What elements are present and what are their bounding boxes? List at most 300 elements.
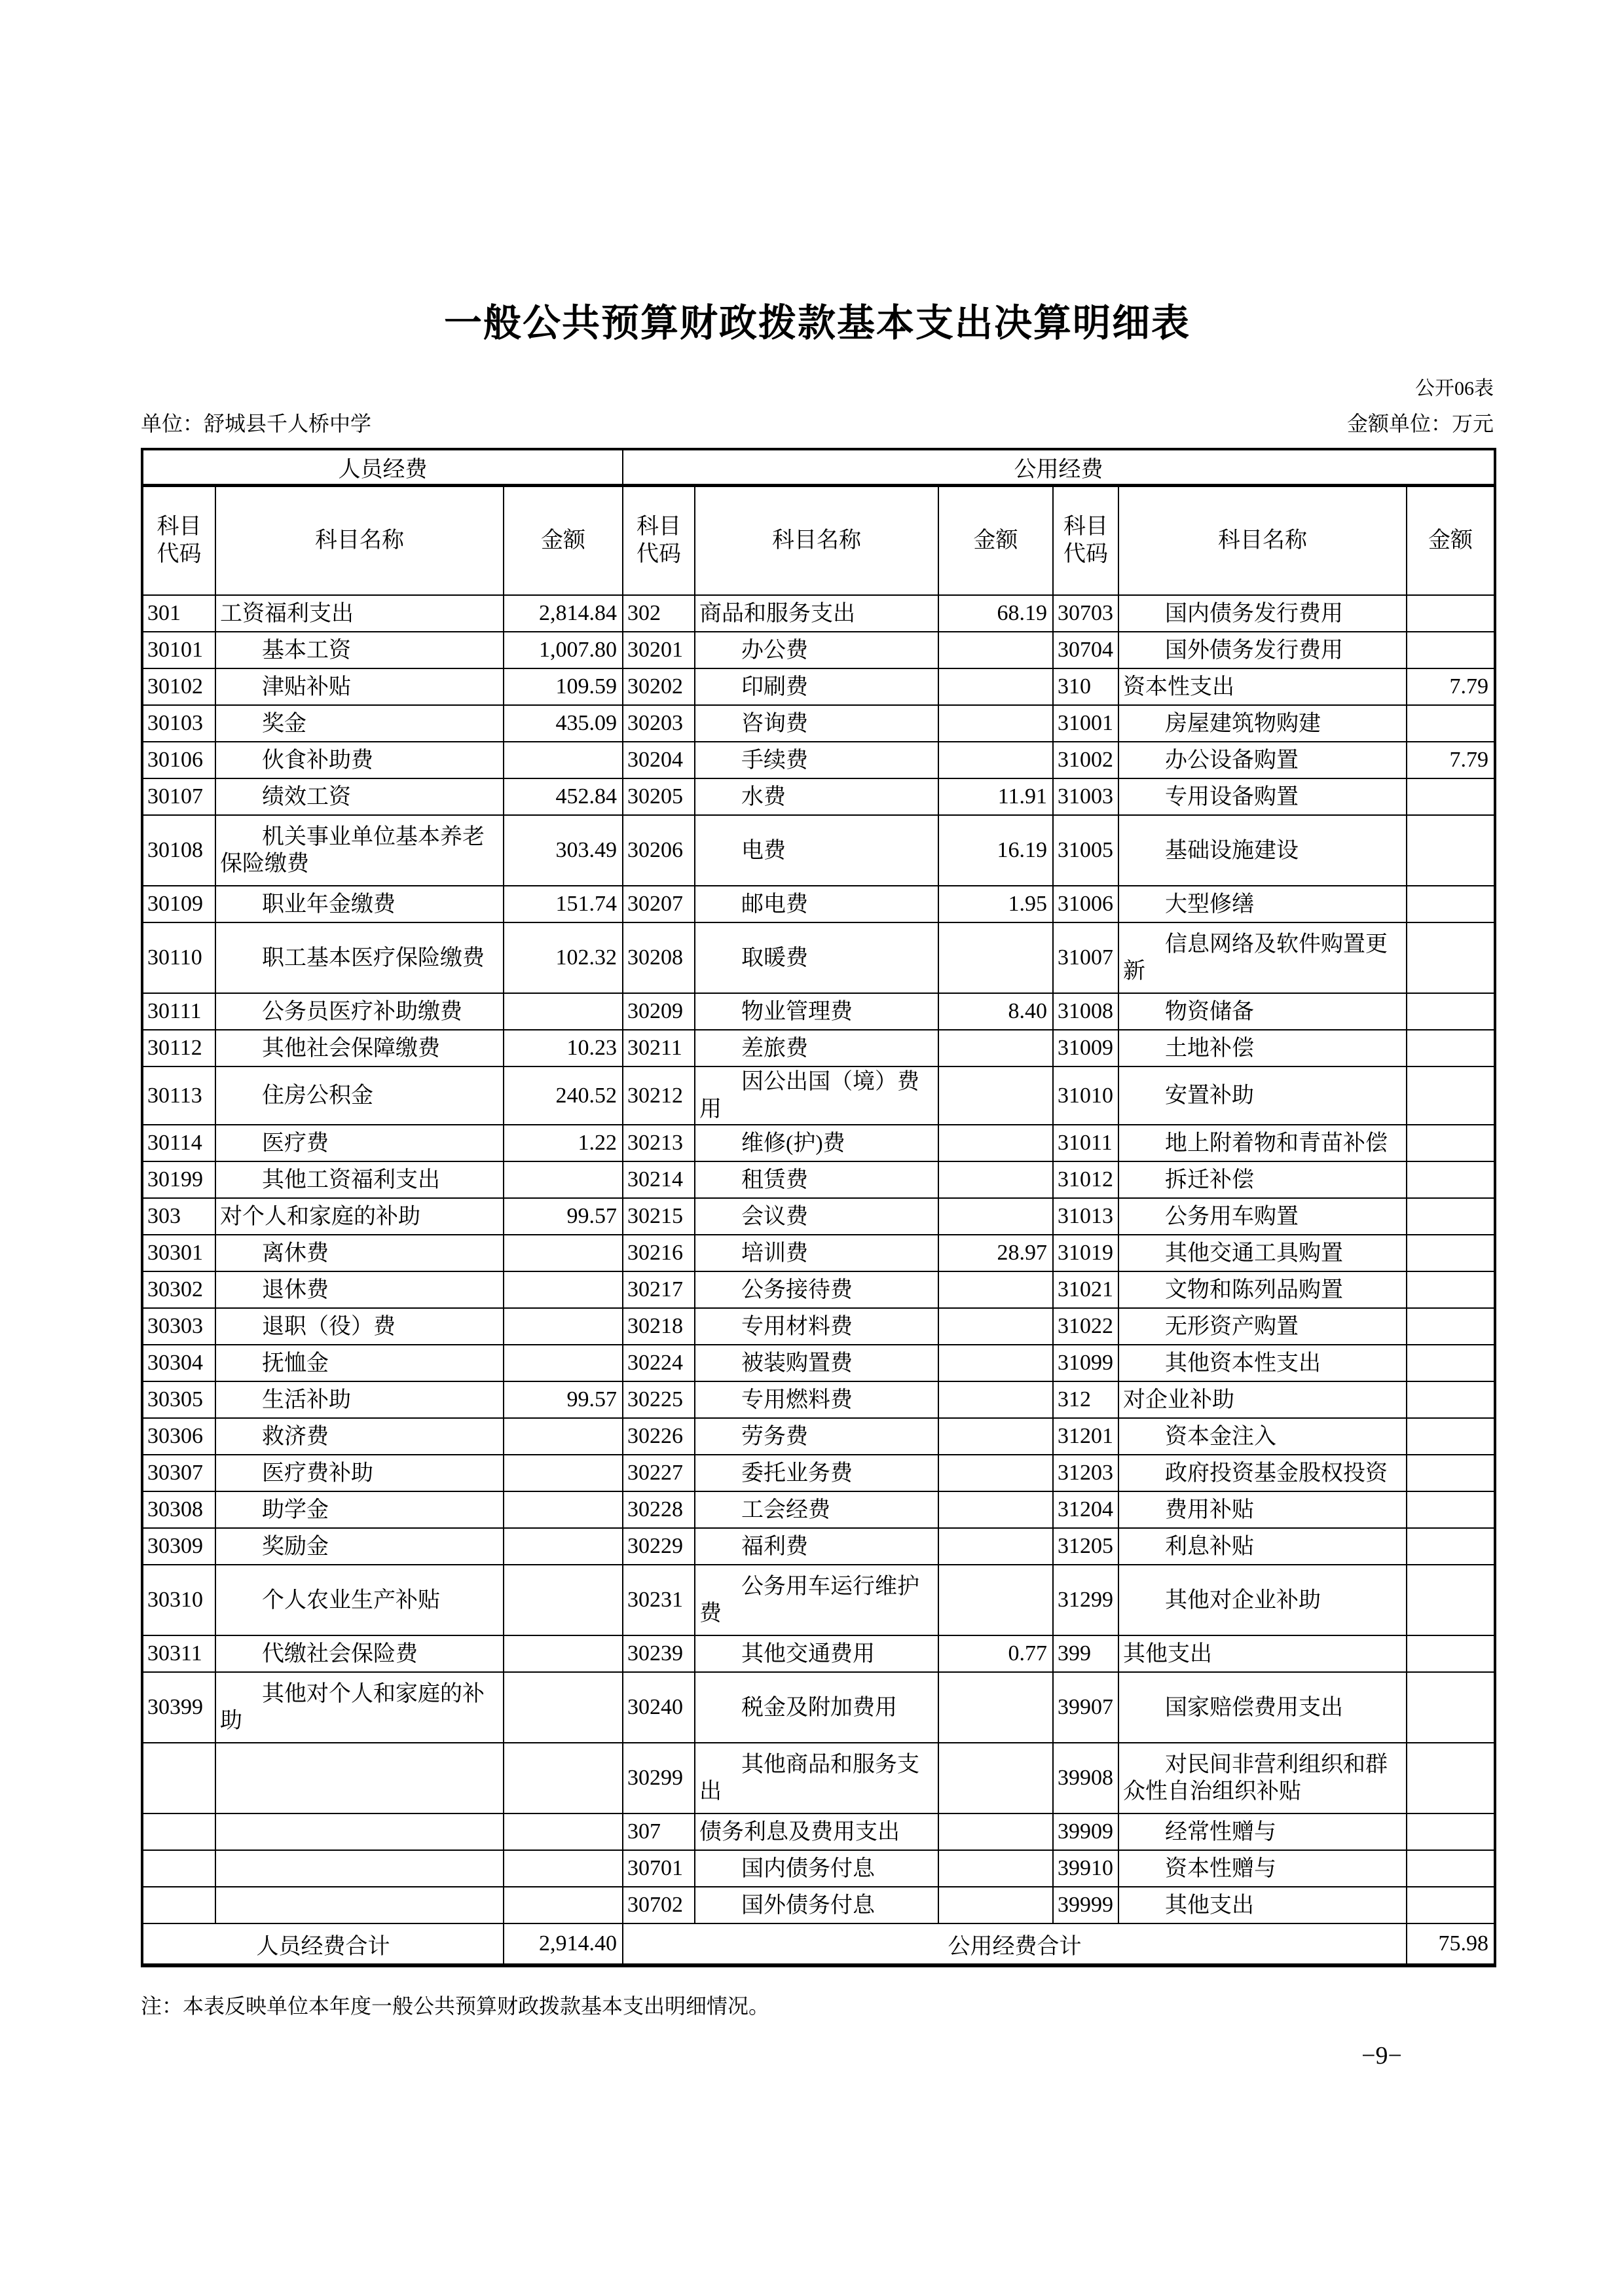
cell-amount	[938, 1850, 1053, 1887]
cell-code: 31021	[1053, 1271, 1118, 1308]
cell-amount	[1407, 1528, 1495, 1565]
cell-code: 30114	[142, 1125, 215, 1161]
table-row	[142, 1271, 1495, 1308]
table-row	[142, 742, 1495, 778]
cell-name	[215, 1850, 504, 1887]
cell-name: 电费	[695, 815, 938, 886]
cell-code: 30110	[142, 922, 215, 993]
cell-name: 绩效工资	[215, 778, 504, 815]
cell-name: 税金及附加费用	[695, 1672, 938, 1743]
cell-code: 30307	[142, 1455, 215, 1491]
cell-name: 其他支出	[1118, 1887, 1407, 1923]
table-row	[142, 1672, 1495, 1743]
cell-name: 咨询费	[695, 705, 938, 742]
cell-code: 31205	[1053, 1528, 1118, 1565]
table-row	[142, 705, 1495, 742]
cell-code: 31204	[1053, 1491, 1118, 1528]
cell-name: 代缴社会保险费	[215, 1635, 504, 1672]
cell-code: 30202	[623, 668, 695, 705]
cell-name: 其他社会保障缴费	[215, 1030, 504, 1066]
cell-code: 30207	[623, 886, 695, 922]
cell-code: 302	[623, 595, 695, 632]
cell-name: 租赁费	[695, 1161, 938, 1198]
cell-code: 30208	[623, 922, 695, 993]
cell-amount: 99.57	[504, 1198, 623, 1235]
cell-amount: 109.59	[504, 668, 623, 705]
table-row	[142, 886, 1495, 922]
cell-name: 其他支出	[1118, 1635, 1407, 1672]
cell-code: 30309	[142, 1528, 215, 1565]
cell-code: 30225	[623, 1381, 695, 1418]
cell-code: 30228	[623, 1491, 695, 1528]
cell-amount	[1407, 705, 1495, 742]
cell-amount	[938, 1887, 1053, 1923]
cell-amount: 8.40	[938, 993, 1053, 1030]
cell-code: 30231	[623, 1565, 695, 1635]
cell-name: 土地补偿	[1118, 1030, 1407, 1066]
cell-name: 公务员医疗补助缴费	[215, 993, 504, 1030]
cell-code: 39909	[1053, 1813, 1118, 1850]
cell-name: 离休费	[215, 1235, 504, 1271]
cell-name: 房屋建筑物购建	[1118, 705, 1407, 742]
cell-amount	[938, 1161, 1053, 1198]
table-row	[142, 668, 1495, 705]
summary-personnel-label: 人员经费合计	[142, 1923, 504, 1965]
cell-code: 30224	[623, 1345, 695, 1381]
cell-amount: 1,007.80	[504, 632, 623, 668]
cell-amount	[1407, 1455, 1495, 1491]
cell-name: 无形资产购置	[1118, 1308, 1407, 1345]
cell-code: 31013	[1053, 1198, 1118, 1235]
summary-row	[142, 1923, 1495, 1965]
cell-code: 30303	[142, 1308, 215, 1345]
cell-code: 31201	[1053, 1418, 1118, 1455]
cell-amount: 68.19	[938, 595, 1053, 632]
cell-amount	[1407, 1672, 1495, 1743]
cell-amount	[938, 632, 1053, 668]
cell-code: 30299	[623, 1743, 695, 1813]
cell-name: 公务接待费	[695, 1271, 938, 1308]
cell-amount: 240.52	[504, 1066, 623, 1125]
cell-amount	[1407, 778, 1495, 815]
cell-amount	[1407, 1565, 1495, 1635]
cell-name: 物业管理费	[695, 993, 938, 1030]
cell-name: 其他商品和服务支出	[695, 1743, 938, 1813]
table-row	[142, 1887, 1495, 1923]
cell-code: 30305	[142, 1381, 215, 1418]
cell-amount: 7.79	[1407, 742, 1495, 778]
cell-amount: 11.91	[938, 778, 1053, 815]
cell-code: 30227	[623, 1455, 695, 1491]
cell-name: 国外债务发行费用	[1118, 632, 1407, 668]
cell-amount	[504, 1672, 623, 1743]
cell-name: 其他对企业补助	[1118, 1565, 1407, 1635]
cell-amount	[504, 1813, 623, 1850]
cell-code: 31203	[1053, 1455, 1118, 1491]
cell-name: 手续费	[695, 742, 938, 778]
cell-code: 31005	[1053, 815, 1118, 886]
cell-code: 30201	[623, 632, 695, 668]
cell-code: 30205	[623, 778, 695, 815]
table-row	[142, 993, 1495, 1030]
cell-name: 对民间非营利组织和群众性自治组织补贴	[1118, 1743, 1407, 1813]
cell-name: 国外债务付息	[695, 1887, 938, 1923]
cell-name: 助学金	[215, 1491, 504, 1528]
table-row	[142, 1161, 1495, 1198]
cell-name: 其他对个人和家庭的补助	[215, 1672, 504, 1743]
cell-name: 退职（役）费	[215, 1308, 504, 1345]
cell-amount: 1.22	[504, 1125, 623, 1161]
table-body	[142, 595, 1495, 1923]
cell-amount	[1407, 1418, 1495, 1455]
cell-amount: 1.95	[938, 886, 1053, 922]
table-row	[142, 1308, 1495, 1345]
cell-amount	[504, 1887, 623, 1923]
cell-amount	[504, 1565, 623, 1635]
group-header-row	[142, 449, 1495, 486]
cell-amount	[504, 1345, 623, 1381]
cell-name: 医疗费	[215, 1125, 504, 1161]
group-header-personnel: 人员经费	[142, 449, 623, 486]
cell-name: 机关事业单位基本养老保险缴费	[215, 815, 504, 886]
cell-name: 工资福利支出	[215, 595, 504, 632]
col-header-name-1: 科目名称	[215, 485, 504, 595]
cell-code: 307	[623, 1813, 695, 1850]
col-header-name-3: 科目名称	[1118, 485, 1407, 595]
cell-amount	[1407, 1635, 1495, 1672]
table-row	[142, 778, 1495, 815]
expenditure-table	[141, 448, 1496, 1967]
cell-code: 30226	[623, 1418, 695, 1455]
cell-amount	[1407, 1235, 1495, 1271]
cell-code: 31006	[1053, 886, 1118, 922]
cell-name: 公务用车运行维护费	[695, 1565, 938, 1635]
col-header-amount-1: 金额	[504, 485, 623, 595]
cell-name: 因公出国（境）费用	[695, 1066, 938, 1125]
cell-amount	[1407, 1066, 1495, 1125]
cell-amount: 28.97	[938, 1235, 1053, 1271]
table-row	[142, 1850, 1495, 1887]
cell-amount	[1407, 1271, 1495, 1308]
cell-code: 30704	[1053, 632, 1118, 668]
cell-amount: 435.09	[504, 705, 623, 742]
table-row	[142, 1235, 1495, 1271]
table-row	[142, 1381, 1495, 1418]
cell-amount	[1407, 922, 1495, 993]
cell-name: 资本性支出	[1118, 668, 1407, 705]
cell-name: 物资储备	[1118, 993, 1407, 1030]
cell-amount	[938, 1455, 1053, 1491]
cell-code: 30214	[623, 1161, 695, 1198]
cell-code: 30301	[142, 1235, 215, 1271]
cell-name: 国家赔偿费用支出	[1118, 1672, 1407, 1743]
cell-code: 31003	[1053, 778, 1118, 815]
column-header-row	[142, 485, 1495, 595]
table-row	[142, 1125, 1495, 1161]
cell-name: 被装购置费	[695, 1345, 938, 1381]
cell-amount	[1407, 886, 1495, 922]
cell-code: 30702	[623, 1887, 695, 1923]
cell-name: 维修(护)费	[695, 1125, 938, 1161]
table-header	[142, 449, 1495, 596]
cell-amount	[1407, 1381, 1495, 1418]
cell-name: 差旅费	[695, 1030, 938, 1066]
cell-name: 个人农业生产补贴	[215, 1565, 504, 1635]
cell-name: 商品和服务支出	[695, 595, 938, 632]
cell-amount	[504, 1743, 623, 1813]
cell-amount	[938, 1813, 1053, 1850]
cell-name: 对企业补助	[1118, 1381, 1407, 1418]
cell-code: 31011	[1053, 1125, 1118, 1161]
cell-code: 30302	[142, 1271, 215, 1308]
cell-code: 30701	[623, 1850, 695, 1887]
cell-code: 30107	[142, 778, 215, 815]
cell-name: 拆迁补偿	[1118, 1161, 1407, 1198]
cell-name: 生活补助	[215, 1381, 504, 1418]
cell-name: 医疗费补助	[215, 1455, 504, 1491]
cell-code: 31019	[1053, 1235, 1118, 1271]
col-header-name-2: 科目名称	[695, 485, 938, 595]
table-footer	[142, 1923, 1495, 1965]
cell-name: 专用设备购置	[1118, 778, 1407, 815]
col-header-code-3: 科目代码	[1053, 485, 1118, 595]
cell-name: 劳务费	[695, 1418, 938, 1455]
table-row	[142, 1528, 1495, 1565]
cell-amount	[504, 1635, 623, 1672]
summary-personnel-total: 2,914.40	[504, 1923, 623, 1965]
cell-amount	[938, 1030, 1053, 1066]
cell-amount	[1407, 1345, 1495, 1381]
table-row	[142, 595, 1495, 632]
cell-code: 30102	[142, 668, 215, 705]
cell-code: 30311	[142, 1635, 215, 1672]
table-row	[142, 1813, 1495, 1850]
summary-public-total: 75.98	[1407, 1923, 1495, 1965]
cell-name	[215, 1743, 504, 1813]
table-row	[142, 1418, 1495, 1455]
cell-code: 312	[1053, 1381, 1118, 1418]
cell-amount	[938, 1565, 1053, 1635]
cell-amount	[1407, 632, 1495, 668]
cell-name: 其他资本性支出	[1118, 1345, 1407, 1381]
cell-amount	[1407, 1887, 1495, 1923]
cell-name: 职业年金缴费	[215, 886, 504, 922]
cell-code: 301	[142, 595, 215, 632]
cell-name: 专用材料费	[695, 1308, 938, 1345]
cell-code: 30218	[623, 1308, 695, 1345]
cell-amount	[1407, 1161, 1495, 1198]
cell-code: 30103	[142, 705, 215, 742]
amount-unit-label: 金额单位：万元	[1346, 411, 1494, 435]
cell-name: 其他交通工具购置	[1118, 1235, 1407, 1271]
cell-amount: 2,814.84	[504, 595, 623, 632]
col-header-code-2: 科目代码	[623, 485, 695, 595]
cell-code: 39907	[1053, 1672, 1118, 1743]
cell-amount	[938, 1271, 1053, 1308]
cell-amount	[1407, 1743, 1495, 1813]
cell-amount: 0.77	[938, 1635, 1053, 1672]
cell-amount	[938, 922, 1053, 993]
cell-code: 39999	[1053, 1887, 1118, 1923]
cell-amount	[938, 1198, 1053, 1235]
cell-name: 国内债务付息	[695, 1850, 938, 1887]
cell-code: 30215	[623, 1198, 695, 1235]
cell-name: 奖励金	[215, 1528, 504, 1565]
cell-amount	[504, 1491, 623, 1528]
cell-code: 31001	[1053, 705, 1118, 742]
cell-amount	[1407, 1308, 1495, 1345]
cell-name: 基础设施建设	[1118, 815, 1407, 886]
cell-code	[142, 1743, 215, 1813]
unit-label: 单位：舒城县千人桥中学	[141, 411, 372, 435]
page-title: 一般公共预算财政拨款基本支出决算明细表	[443, 302, 1190, 344]
table-row	[142, 1455, 1495, 1491]
cell-name: 地上附着物和青苗补偿	[1118, 1125, 1407, 1161]
cell-name: 其他交通费用	[695, 1635, 938, 1672]
footnote: 注：本表反映单位本年度一般公共预算财政拨款基本支出明细情况。	[141, 1994, 770, 2018]
cell-amount	[938, 1345, 1053, 1381]
cell-amount	[504, 993, 623, 1030]
page-number: −9−	[1361, 2042, 1402, 2069]
cell-name: 政府投资基金股权投资	[1118, 1455, 1407, 1491]
cell-name: 培训费	[695, 1235, 938, 1271]
col-header-code-1: 科目代码	[142, 485, 215, 595]
cell-amount	[938, 668, 1053, 705]
cell-amount	[1407, 1813, 1495, 1850]
cell-code: 30204	[623, 742, 695, 778]
cell-amount	[504, 1418, 623, 1455]
col-header-amount-3: 金额	[1407, 485, 1495, 595]
cell-code: 31009	[1053, 1030, 1118, 1066]
cell-name: 文物和陈列品购置	[1118, 1271, 1407, 1308]
cell-code: 30217	[623, 1271, 695, 1308]
table-row	[142, 632, 1495, 668]
cell-amount	[504, 1850, 623, 1887]
cell-code	[142, 1887, 215, 1923]
cell-amount	[938, 1418, 1053, 1455]
table-row	[142, 1491, 1495, 1528]
cell-name: 伙食补助费	[215, 742, 504, 778]
cell-code: 30108	[142, 815, 215, 886]
cell-amount: 16.19	[938, 815, 1053, 886]
table-row	[142, 815, 1495, 886]
form-number-label: 公开06表	[1415, 377, 1494, 399]
cell-code: 30239	[623, 1635, 695, 1672]
cell-amount: 10.23	[504, 1030, 623, 1066]
cell-code: 30101	[142, 632, 215, 668]
cell-amount: 151.74	[504, 886, 623, 922]
cell-code: 30229	[623, 1528, 695, 1565]
cell-amount	[1407, 1125, 1495, 1161]
cell-name: 工会经费	[695, 1491, 938, 1528]
cell-amount	[938, 1308, 1053, 1345]
group-header-public: 公用经费	[623, 449, 1495, 486]
cell-name: 取暖费	[695, 922, 938, 993]
table-row	[142, 1066, 1495, 1125]
cell-name: 资本性赠与	[1118, 1850, 1407, 1887]
cell-amount	[504, 1271, 623, 1308]
cell-code: 30306	[142, 1418, 215, 1455]
cell-amount	[938, 1672, 1053, 1743]
cell-amount: 99.57	[504, 1381, 623, 1418]
cell-name: 退休费	[215, 1271, 504, 1308]
cell-amount	[938, 742, 1053, 778]
cell-code: 39910	[1053, 1850, 1118, 1887]
cell-code: 310	[1053, 668, 1118, 705]
cell-amount	[1407, 1198, 1495, 1235]
cell-code: 31299	[1053, 1565, 1118, 1635]
cell-name: 资本金注入	[1118, 1418, 1407, 1455]
cell-amount	[504, 1235, 623, 1271]
cell-name: 水费	[695, 778, 938, 815]
cell-code: 30111	[142, 993, 215, 1030]
cell-name: 公务用车购置	[1118, 1198, 1407, 1235]
cell-name: 福利费	[695, 1528, 938, 1565]
cell-amount	[938, 1066, 1053, 1125]
cell-name: 利息补贴	[1118, 1528, 1407, 1565]
cell-name	[215, 1813, 504, 1850]
cell-code: 30240	[623, 1672, 695, 1743]
cell-name: 救济费	[215, 1418, 504, 1455]
cell-code: 30399	[142, 1672, 215, 1743]
cell-amount	[938, 1381, 1053, 1418]
cell-name: 住房公积金	[215, 1066, 504, 1125]
table-row	[142, 1743, 1495, 1813]
cell-code	[142, 1813, 215, 1850]
cell-amount	[1407, 815, 1495, 886]
cell-amount	[938, 1743, 1053, 1813]
cell-code: 30304	[142, 1345, 215, 1381]
cell-name: 基本工资	[215, 632, 504, 668]
cell-name: 安置补助	[1118, 1066, 1407, 1125]
cell-name: 抚恤金	[215, 1345, 504, 1381]
cell-amount	[1407, 993, 1495, 1030]
cell-amount	[1407, 1491, 1495, 1528]
cell-name: 债务利息及费用支出	[695, 1813, 938, 1850]
cell-amount	[504, 742, 623, 778]
cell-code: 39908	[1053, 1743, 1118, 1813]
cell-amount	[504, 1528, 623, 1565]
cell-code: 30106	[142, 742, 215, 778]
cell-amount	[1407, 595, 1495, 632]
cell-name: 奖金	[215, 705, 504, 742]
cell-code: 30310	[142, 1565, 215, 1635]
cell-code: 30213	[623, 1125, 695, 1161]
cell-name: 会议费	[695, 1198, 938, 1235]
table-row	[142, 1198, 1495, 1235]
cell-amount	[938, 1491, 1053, 1528]
cell-code: 30112	[142, 1030, 215, 1066]
cell-code: 31012	[1053, 1161, 1118, 1198]
cell-name: 经常性赠与	[1118, 1813, 1407, 1850]
info-row	[141, 407, 1494, 437]
cell-amount	[1407, 1030, 1495, 1066]
cell-code: 303	[142, 1198, 215, 1235]
cell-name	[215, 1887, 504, 1923]
cell-code: 399	[1053, 1635, 1118, 1672]
cell-amount	[1407, 1850, 1495, 1887]
cell-code: 30206	[623, 815, 695, 886]
cell-amount: 303.49	[504, 815, 623, 886]
cell-code: 30203	[623, 705, 695, 742]
cell-amount	[504, 1161, 623, 1198]
cell-code: 30199	[142, 1161, 215, 1198]
cell-amount: 102.32	[504, 922, 623, 993]
cell-name: 其他工资福利支出	[215, 1161, 504, 1198]
cell-amount: 7.79	[1407, 668, 1495, 705]
budget-sheet	[141, 0, 1494, 2020]
col-header-amount-2: 金额	[938, 485, 1053, 595]
